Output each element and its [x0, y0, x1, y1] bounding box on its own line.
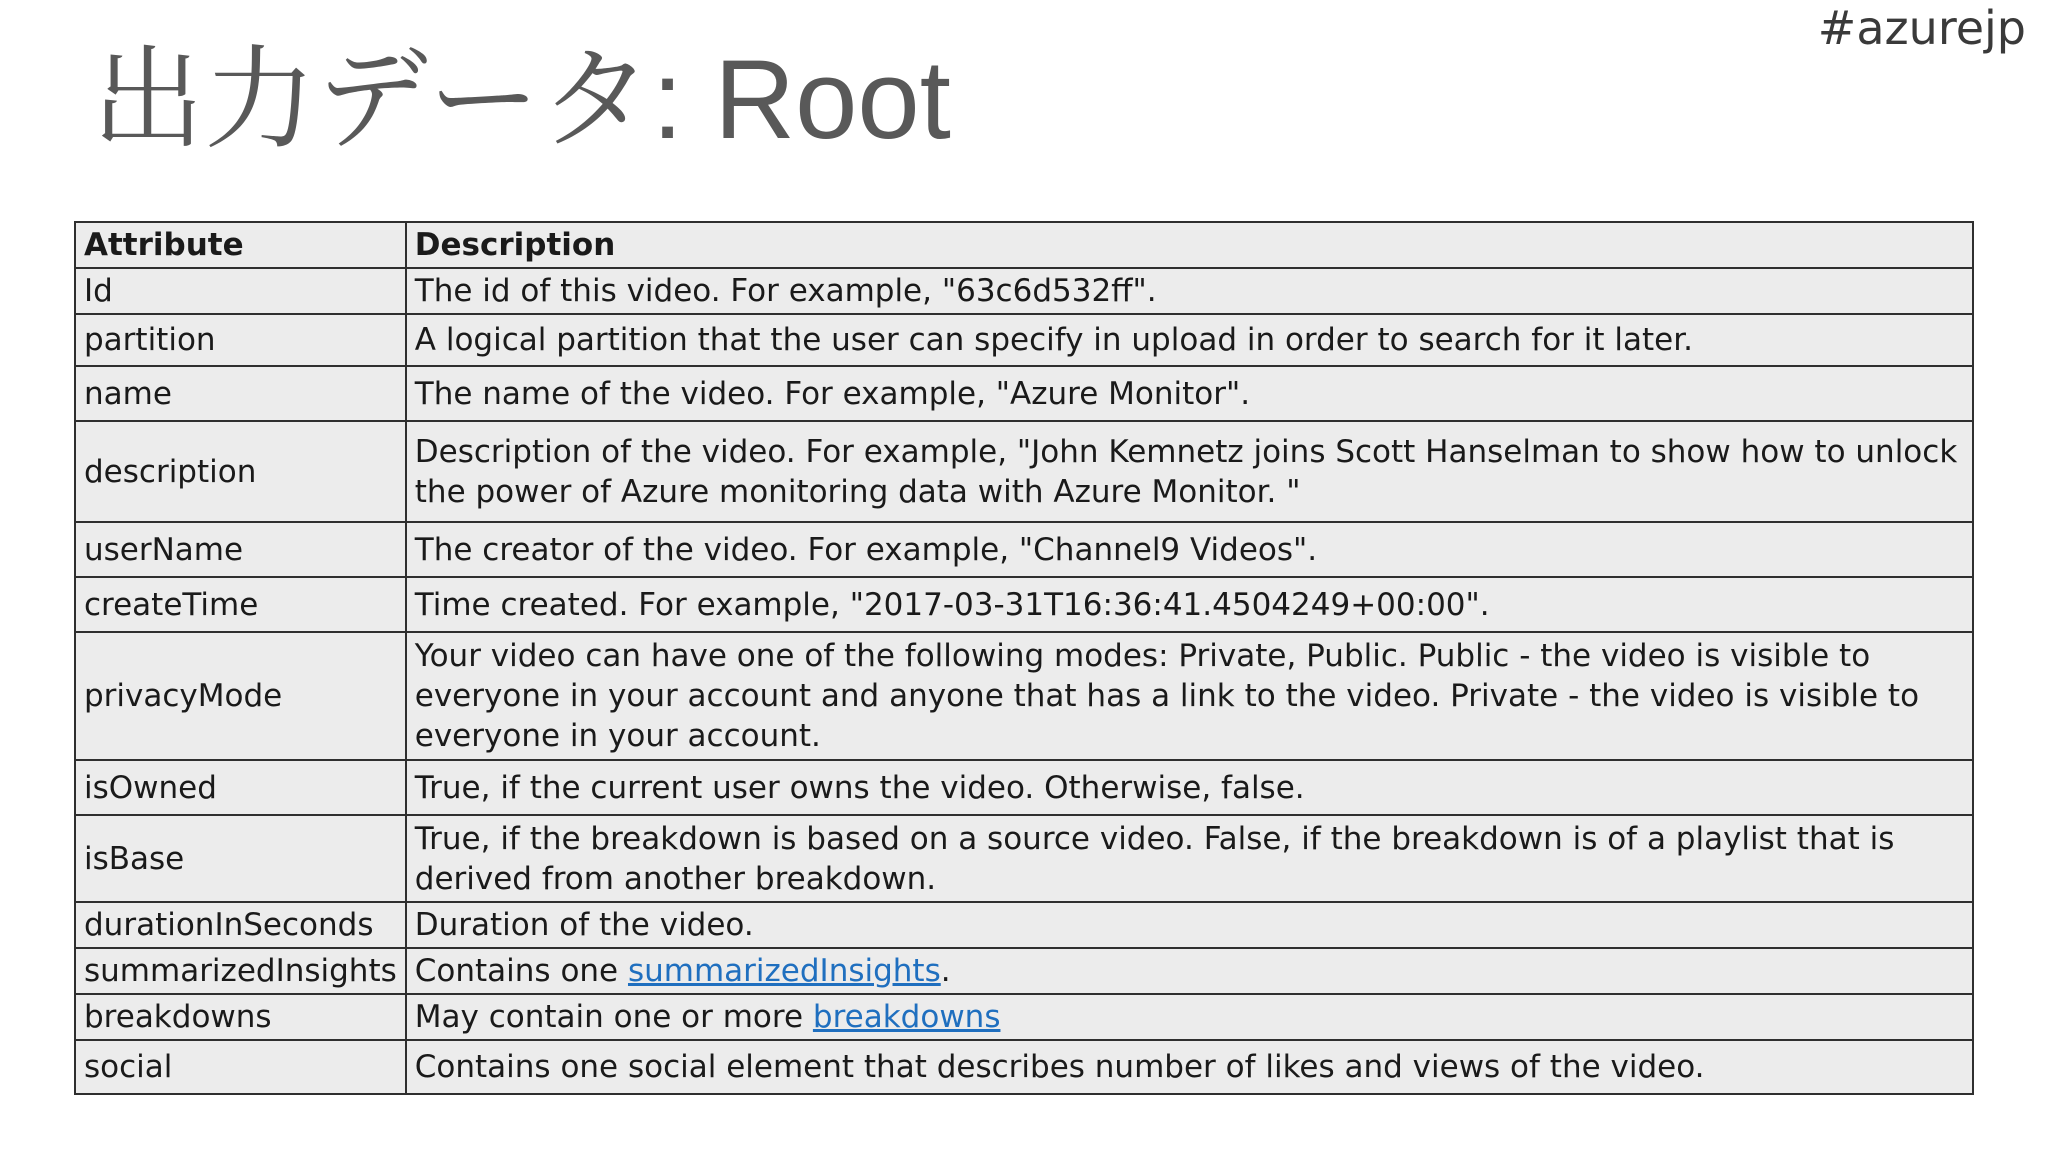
table-row: [75, 948, 1973, 994]
attribute-cell: Id: [75, 268, 406, 314]
description-cell: Contains one social element that describes number of likes and views of the video.: [406, 1040, 1973, 1094]
attribute-cell: createTime: [75, 577, 406, 632]
attribute-cell: name: [75, 366, 406, 421]
description-cell: The creator of the video. For example, "Channel9 Videos".: [406, 522, 1973, 577]
table-header-row: [75, 222, 1973, 268]
hashtag-label: #azurejp: [1817, 1, 2026, 55]
table-row: [75, 366, 1973, 421]
description-cell: Description of the video. For example, "John Kemnetz joins Scott Hanselman to show how to unlock the power of Azure monitoring data with Azure Monitor. ": [406, 421, 1973, 522]
attribute-cell: userName: [75, 522, 406, 577]
description-prefix: Contains one: [414, 953, 628, 989]
table-row: [75, 760, 1973, 815]
description-cell: True, if the breakdown is based on a source video. False, if the breakdown is of a playlist that is derived from another breakdown.: [406, 815, 1973, 902]
table-row: [75, 902, 1973, 948]
description-suffix: .: [940, 953, 951, 989]
page-title-separator: :: [652, 37, 715, 162]
table-row: [75, 994, 1973, 1040]
attribute-table: [74, 221, 1974, 1095]
description-cell: Time created. For example, "2017-03-31T16:36:41.4504249+00:00".: [406, 577, 1973, 632]
attribute-cell: isOwned: [75, 760, 406, 815]
description-cell: True, if the current user owns the video. Otherwise, false.: [406, 760, 1973, 815]
attribute-cell: breakdowns: [75, 994, 406, 1040]
page-title-english: Root: [714, 37, 951, 162]
table-row: [75, 1040, 1973, 1094]
page-title: [92, 30, 951, 170]
table-row: [75, 421, 1973, 522]
description-cell: The id of this video. For example, "63c6d532ff".: [406, 268, 1973, 314]
page-title-japanese: 出力データ: [92, 35, 652, 165]
attribute-cell: isBase: [75, 815, 406, 902]
description-prefix: May contain one or more: [414, 999, 813, 1035]
table-row: [75, 522, 1973, 577]
description-cell: [406, 994, 1973, 1040]
description-cell: Duration of the video.: [406, 902, 1973, 948]
header-attribute: Attribute: [75, 222, 406, 268]
description-cell: The name of the video. For example, "Azure Monitor".: [406, 366, 1973, 421]
description-cell: Your video can have one of the following modes: Private, Public. Public - the video is visible to everyone in your account and anyone that has a link to the video. Private - the video is visible to everyone in your account.: [406, 632, 1973, 760]
table-row: [75, 268, 1973, 314]
table-row: [75, 815, 1973, 902]
breakdowns-link[interactable]: breakdowns: [812, 999, 1001, 1035]
table-row: [75, 632, 1973, 760]
summarized-insights-link[interactable]: summarizedInsights: [627, 953, 941, 989]
attribute-cell: summarizedInsights: [75, 948, 406, 994]
attribute-cell: durationInSeconds: [75, 902, 406, 948]
header-description: Description: [406, 222, 1973, 268]
table-row: [75, 314, 1973, 366]
attribute-cell: social: [75, 1040, 406, 1094]
table-row: [75, 577, 1973, 632]
description-cell: A logical partition that the user can specify in upload in order to search for it later.: [406, 314, 1973, 366]
attribute-cell: privacyMode: [75, 632, 406, 760]
description-cell: [406, 948, 1973, 994]
attribute-cell: description: [75, 421, 406, 522]
attribute-cell: partition: [75, 314, 406, 366]
